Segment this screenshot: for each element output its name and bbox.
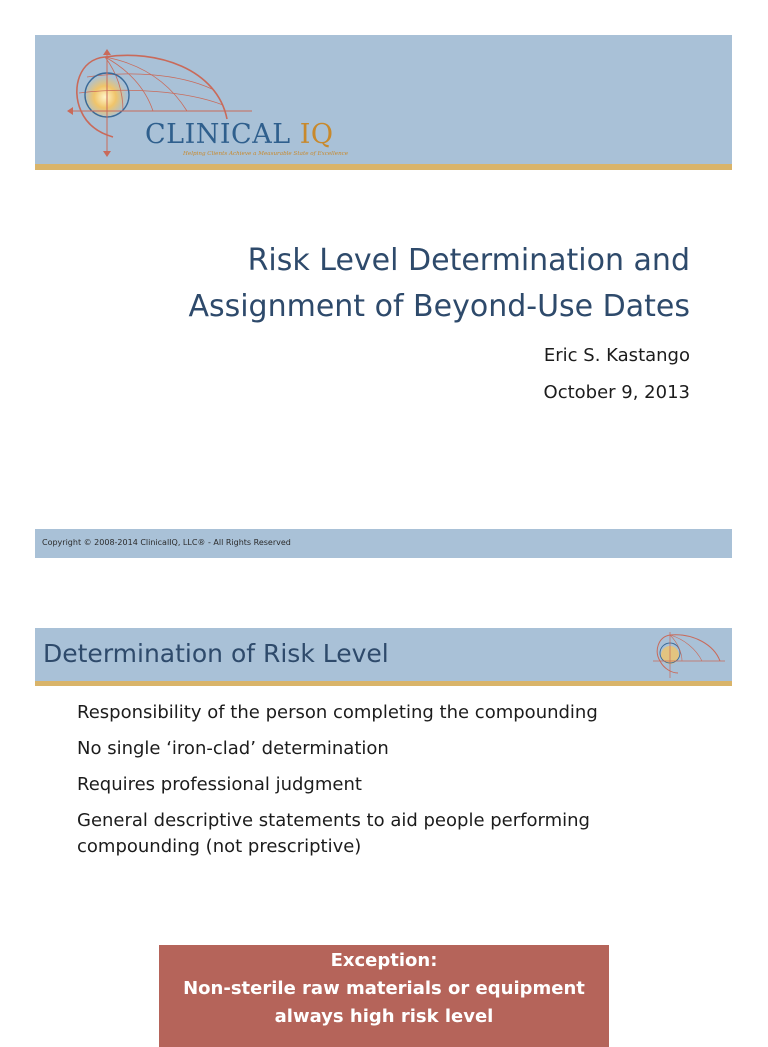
slide2-gold-rule — [35, 681, 732, 686]
bullet-item: General descriptive statements to aid people performing compounding (not prescriptive) — [77, 810, 590, 857]
exception-heading: Exception: — [330, 950, 438, 971]
logo-wordmark-accent: IQ — [299, 119, 334, 150]
exception-callout — [159, 945, 609, 1047]
slide2-title: Determination of Risk Level — [43, 639, 389, 668]
bullet-list — [77, 700, 697, 870]
bullet-item: Responsibility of the person completing the compounding — [77, 702, 598, 723]
logo-wordmark — [145, 119, 334, 150]
exception-line-1: Non-sterile raw materials or equipment — [183, 978, 585, 999]
presentation-title — [90, 238, 690, 330]
clinical-iq-logo — [67, 49, 349, 159]
logo-tagline: Helping Clients Achieve a Measurable State of Excellence — [183, 151, 349, 157]
logo-wordmark-main: CLINICAL — [145, 119, 291, 150]
slide1-gold-rule — [35, 164, 732, 170]
bullet-item: No single ‘iron-clad’ determination — [77, 738, 389, 759]
title-line-2: Assignment of Beyond-Use Dates — [188, 289, 690, 324]
title-line-1: Risk Level Determination and — [247, 243, 690, 278]
exception-line-2: always high risk level — [274, 1006, 494, 1027]
copyright-text: Copyright © 2008-2014 ClinicalIQ, LLC® - All Rights Reserved — [42, 538, 291, 547]
copyright-footer-bar — [35, 529, 732, 558]
author-name: Eric S. Kastango — [543, 345, 690, 366]
bullet-item: Requires professional judgment — [77, 774, 362, 795]
small-globe-icon — [652, 631, 726, 679]
slide1-header-band — [35, 35, 732, 164]
slide2-header-band — [35, 628, 732, 681]
presentation-date: October 9, 2013 — [543, 382, 690, 403]
